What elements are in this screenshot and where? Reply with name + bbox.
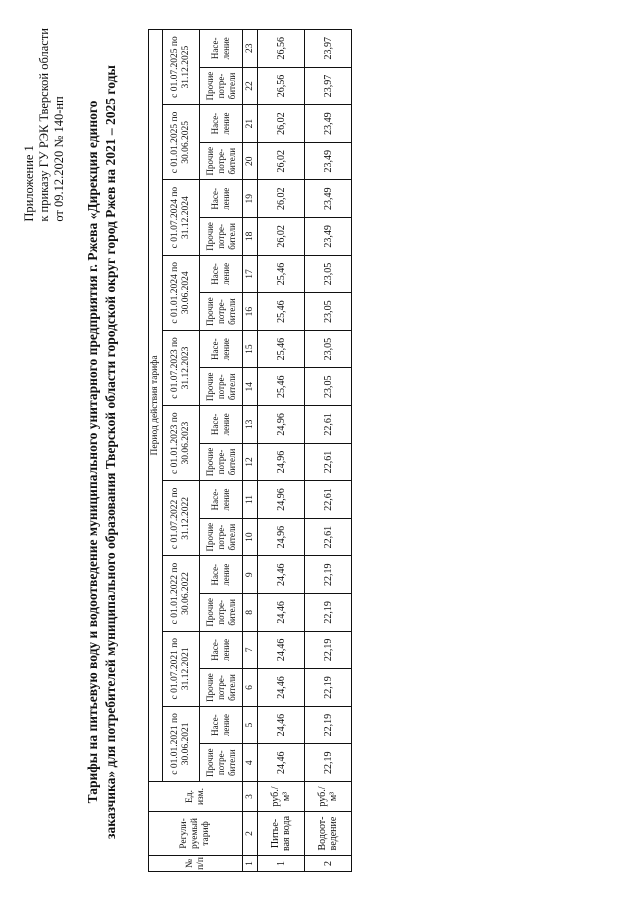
tariff-value: 24,46	[258, 706, 305, 744]
column-number: 7	[243, 631, 258, 669]
tariff-value: 24,46	[258, 556, 305, 594]
sub-other-consumers: Прочие потре-бители	[200, 142, 243, 180]
sub-population: Насе-ление	[200, 481, 243, 519]
tariff-value: 22,19	[305, 556, 352, 594]
tariff-value: 22,61	[305, 481, 352, 519]
row-number: 2	[305, 856, 352, 872]
column-number: 6	[243, 669, 258, 707]
tariff-value: 23,05	[305, 330, 352, 368]
sub-other-consumers: Прочие потре-бители	[200, 218, 243, 256]
column-number: 9	[243, 556, 258, 594]
tariff-value: 24,46	[258, 669, 305, 707]
period-cell: с 01.07.2021 по 31.12.2021	[163, 631, 200, 706]
column-number: 20	[243, 142, 258, 180]
column-number: 16	[243, 293, 258, 331]
appendix-line: Приложение 1	[22, 145, 36, 222]
sub-other-consumers: Прочие потре-бители	[200, 67, 243, 105]
column-number: 17	[243, 255, 258, 293]
period-row	[163, 29, 200, 871]
sub-population: Насе-ление	[200, 631, 243, 669]
tariff-value: 22,19	[305, 631, 352, 669]
sub-other-consumers: Прочие потре-бители	[200, 518, 243, 556]
tariff-value: 22,61	[305, 406, 352, 444]
period-cell: с 01.01.2021 по 30.06.2021	[163, 706, 200, 781]
document-title	[84, 0, 120, 904]
sub-other-consumers: Прочие потре-бители	[200, 594, 243, 632]
column-number: 5	[243, 706, 258, 744]
tariff-value: 23,05	[305, 255, 352, 293]
tariff-value: 24,96	[258, 481, 305, 519]
column-number: 4	[243, 744, 258, 782]
period-cell: с 01.07.2025 по 31.12.2025	[163, 29, 200, 104]
column-number: 23	[243, 29, 258, 67]
sub-other-consumers: Прочие потре-бители	[200, 744, 243, 782]
sub-other-consumers: Прочие потре-бители	[200, 443, 243, 481]
sub-population: Насе-ление	[200, 180, 243, 218]
tariff-value: 22,19	[305, 744, 352, 782]
sub-population: Насе-ление	[200, 406, 243, 444]
header-row	[149, 29, 163, 871]
column-number: 3	[243, 782, 258, 812]
period-cell: с 01.07.2022 по 31.12.2022	[163, 481, 200, 556]
period-cell: с 01.01.2023 по 30.06.2023	[163, 406, 200, 481]
column-number: 2	[243, 812, 258, 856]
period-cell: с 01.01.2025 по 30.06.2025	[163, 105, 200, 180]
appendix-note	[22, 28, 67, 222]
col-num-header: № п/п	[149, 856, 243, 872]
tariff-value: 22,61	[305, 443, 352, 481]
tariff-value: 23,05	[305, 293, 352, 331]
col-tariff-header: Регули-руемый тариф	[149, 812, 243, 856]
table-row	[258, 29, 305, 871]
column-number: 14	[243, 368, 258, 406]
column-number: 18	[243, 218, 258, 256]
sub-other-consumers: Прочие потре-бители	[200, 368, 243, 406]
tariff-value: 24,96	[258, 443, 305, 481]
period-cell: с 01.01.2022 по 30.06.2022	[163, 556, 200, 631]
sub-other-consumers: Прочие потре-бители	[200, 293, 243, 331]
tariff-value: 26,02	[258, 218, 305, 256]
tariff-value: 25,46	[258, 330, 305, 368]
tariff-value: 23,49	[305, 142, 352, 180]
column-number: 1	[243, 856, 258, 872]
column-number: 11	[243, 481, 258, 519]
column-number: 10	[243, 518, 258, 556]
column-number: 8	[243, 594, 258, 632]
row-tariff: Водоот-ведение	[305, 812, 352, 856]
tariff-value: 24,46	[258, 744, 305, 782]
tariff-value: 22,19	[305, 669, 352, 707]
tariff-value: 22,19	[305, 594, 352, 632]
tariff-value: 23,49	[305, 180, 352, 218]
tariff-value: 23,49	[305, 105, 352, 143]
tariff-value: 26,02	[258, 142, 305, 180]
row-tariff: Питье-вая вода	[258, 812, 305, 856]
column-number: 12	[243, 443, 258, 481]
sub-other-consumers: Прочие потре-бители	[200, 669, 243, 707]
column-number: 13	[243, 406, 258, 444]
tariff-value: 26,02	[258, 105, 305, 143]
column-number: 19	[243, 180, 258, 218]
title-line: заказчика» для потребителей муниципального образования Тверской области городской округ город Ржев на 2021 – 2025 годы	[103, 65, 118, 839]
column-number: 15	[243, 330, 258, 368]
subheader-row	[200, 29, 243, 871]
tariff-value: 24,96	[258, 518, 305, 556]
tariff-value: 23,05	[305, 368, 352, 406]
sub-population: Насе-ление	[200, 556, 243, 594]
tariff-value: 26,56	[258, 29, 305, 67]
sub-population: Насе-ление	[200, 105, 243, 143]
period-cell: с 01.07.2024 по 31.12.2024	[163, 180, 200, 255]
appendix-line: к приказу ГУ РЭК Тверской области	[37, 28, 51, 222]
column-number: 22	[243, 67, 258, 105]
tariff-value: 25,46	[258, 255, 305, 293]
tariff-value: 26,56	[258, 67, 305, 105]
tariff-value: 24,46	[258, 594, 305, 632]
sub-population: Насе-ление	[200, 706, 243, 744]
tariff-value: 23,97	[305, 29, 352, 67]
col-unit-header: Ед. изм.	[149, 782, 243, 812]
title-line: Тарифы на питьевую воду и водоотведение муниципального унитарного предприятия г. Ржева «Дирекция единого	[85, 100, 100, 804]
period-cell: с 01.01.2024 по 30.06.2024	[163, 255, 200, 330]
sub-population: Насе-ление	[200, 255, 243, 293]
column-number: 21	[243, 105, 258, 143]
row-unit: руб./м³	[258, 782, 305, 812]
tariff-value: 25,46	[258, 293, 305, 331]
tariff-value: 26,02	[258, 180, 305, 218]
tariff-table	[148, 29, 352, 872]
tariff-value: 23,97	[305, 67, 352, 105]
tariff-value: 22,19	[305, 706, 352, 744]
tariff-value: 24,96	[258, 406, 305, 444]
row-number: 1	[258, 856, 305, 872]
period-header: Период действия тарифа	[149, 29, 163, 781]
tariff-value: 23,49	[305, 218, 352, 256]
period-cell: с 01.07.2023 по 31.12.2023	[163, 330, 200, 405]
row-unit: руб./м³	[305, 782, 352, 812]
column-numbers-row	[243, 29, 258, 871]
tariff-value: 22,61	[305, 518, 352, 556]
appendix-line: от 09.12.2020 № 140-нп	[52, 96, 66, 222]
tariff-value: 24,46	[258, 631, 305, 669]
table-row	[305, 29, 352, 871]
tariff-value: 25,46	[258, 368, 305, 406]
sub-population: Насе-ление	[200, 29, 243, 67]
sub-population: Насе-ление	[200, 330, 243, 368]
